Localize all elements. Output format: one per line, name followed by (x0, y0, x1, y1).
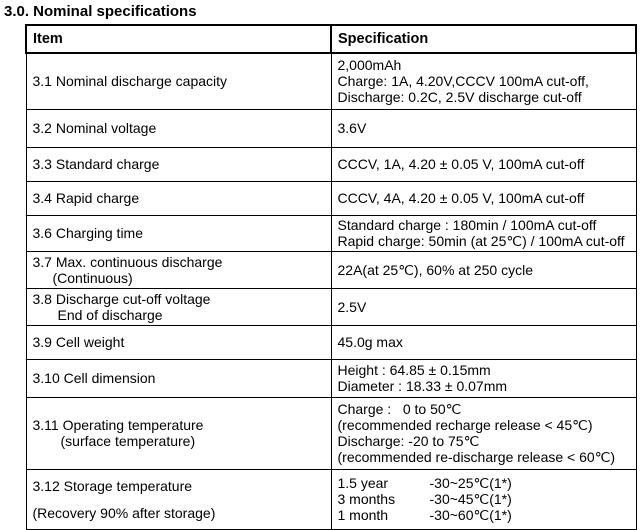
item-cell (26, 109, 331, 147)
spec-cell (331, 181, 636, 215)
item-label: 3.8 Discharge cut-off voltage (32, 290, 211, 307)
item-label: 3.3 Standard charge (32, 156, 160, 172)
spec-line: Charge : 0 to 50℃ (337, 401, 462, 417)
storage-line (338, 491, 636, 507)
spec-cell (331, 325, 636, 359)
item-cell (26, 469, 331, 529)
section-title: 3.0. Nominal specifications (4, 3, 197, 20)
storage-line (338, 475, 636, 491)
table-row (26, 181, 636, 215)
table-row (26, 397, 636, 469)
spec-line: (recommended re-discharge release < 60℃) (337, 449, 616, 465)
header-item: Item (26, 25, 331, 53)
table-row (26, 288, 636, 325)
spec-cell (331, 288, 636, 325)
spec-line: 45.0g max (337, 334, 403, 350)
table-row (26, 147, 636, 181)
item-label: 3.1 Nominal discharge capacity (32, 73, 228, 90)
table-row (26, 251, 636, 288)
storage-range: -30~45℃(1*) (429, 491, 512, 507)
spec-line: CCCV, 4A, 4.20 ± 0.05 V, 100mA cut-off (337, 190, 585, 206)
table-row (26, 53, 636, 109)
specifications-table (25, 24, 637, 530)
table-header-row (26, 25, 636, 53)
item-cell (26, 251, 331, 288)
spec-line: 22A(at 25℃), 60% at 250 cycle (337, 261, 533, 278)
spec-cell (331, 109, 636, 147)
item-cell (26, 325, 331, 359)
table-row (26, 215, 636, 251)
item-label: 3.6 Charging time (32, 225, 144, 241)
spec-line: Charge: 1A, 4.20V,CCCV 100mA cut-off, (337, 73, 589, 90)
item-cell (26, 181, 331, 215)
spec-cell (331, 147, 636, 181)
item-label: 3.12 Storage temperature (32, 477, 193, 494)
item-cell (26, 359, 331, 397)
item-label: 3.4 Rapid charge (32, 190, 140, 206)
item-sublabel: (surface temperature) (60, 433, 196, 449)
table-row (26, 469, 636, 529)
table-row (26, 109, 636, 147)
storage-range: -30~25℃(1*) (429, 475, 512, 491)
spec-line: Discharge: 0.2C, 2.5V discharge cut-off (337, 89, 582, 106)
storage-period: 1.5 year (337, 475, 389, 491)
storage-period: 3 months (337, 491, 396, 507)
storage-range: -30~60℃(1*) (429, 507, 512, 523)
item-label: 3.9 Cell weight (32, 334, 125, 350)
storage-line (338, 507, 636, 523)
spec-line: Diameter : 18.33 ± 0.07mm (337, 378, 508, 394)
spec-line: (recommended recharge release < 45℃) (337, 417, 593, 433)
item-label: 3.11 Operating temperature (32, 417, 204, 433)
spec-cell (331, 53, 636, 109)
spec-line: Standard charge : 180min / 100mA cut-off (337, 217, 597, 233)
item-cell (26, 288, 331, 325)
item-cell (26, 397, 331, 469)
header-specification: Specification (331, 25, 636, 53)
item-label: 3.10 Cell dimension (32, 370, 156, 386)
spec-line: 2.5V (337, 298, 367, 315)
item-label: 3.2 Nominal voltage (32, 120, 157, 136)
table-row (26, 359, 636, 397)
spec-line: CCCV, 1A, 4.20 ± 0.05 V, 100mA cut-off (337, 156, 585, 172)
spec-cell (331, 215, 636, 251)
item-cell (26, 215, 331, 251)
spec-cell (331, 469, 636, 529)
table-row (26, 325, 636, 359)
spec-line: Rapid charge: 50min (at 25℃) / 100mA cut-off (337, 233, 625, 249)
item-sublabel: End of discharge (57, 306, 163, 323)
item-sublabel: (Recovery 90% after storage) (32, 504, 216, 521)
item-cell (26, 53, 331, 109)
item-cell (26, 147, 331, 181)
storage-period: 1 month (337, 507, 389, 523)
spec-line: Discharge: -20 to 75℃ (337, 433, 480, 449)
spec-cell (331, 251, 636, 288)
item-label: 3.7 Max. continuous discharge (32, 253, 223, 270)
spec-line: 3.6V (337, 120, 367, 136)
spec-cell (331, 359, 636, 397)
spec-line: 2,000mAh (337, 57, 402, 74)
spec-cell (331, 397, 636, 469)
item-sublabel: (Continuous) (52, 269, 133, 286)
spec-line: Height : 64.85 ± 0.15mm (337, 362, 491, 378)
